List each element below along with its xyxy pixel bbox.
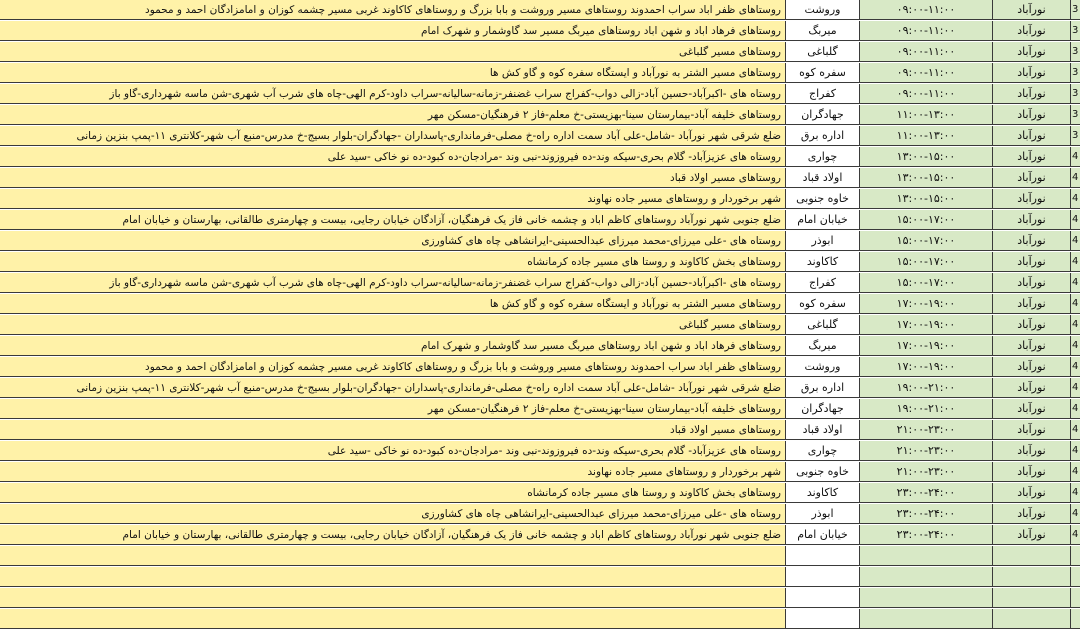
time-cell[interactable]: ۱۹:۰۰-۲۱:۰۰ bbox=[860, 378, 993, 398]
empty-cell[interactable] bbox=[1071, 567, 1080, 587]
area-cell[interactable]: خاوه جنوبی bbox=[786, 462, 860, 482]
description-cell[interactable]: ضلع جنوبی شهر نورآباد روستاهای کاظم اباد و چشمه خانی فاز یک فرهنگیان، آزادگان خیابان رجایی، بیست و چهارمتری طالقانی، بهارستان و خیابان امام bbox=[0, 525, 786, 545]
time-cell[interactable]: ۰۹:۰۰-۱۱:۰۰ bbox=[860, 84, 993, 104]
description-cell[interactable]: روستاه های -اکبرآباد-حسین آباد-زالی دواب-کفراج سراب غضنفر-زمانه-سالیانه-سراب داود-کرم الهی-چاه های شرب آب شهری-شن ماسه شهرداری-گاو باز bbox=[0, 273, 786, 293]
description-cell[interactable]: روستاهای مسیر اولاد قباد bbox=[0, 420, 786, 440]
description-cell[interactable]: روستاه های -علی میرزای-محمد میرزای عبدالحسینی-ایرانشاهی چاه های کشاورزی bbox=[0, 231, 786, 251]
empty-cell[interactable] bbox=[0, 588, 786, 608]
group-number-cell[interactable]: 4 bbox=[1071, 168, 1080, 188]
group-number-cell[interactable]: 4 bbox=[1071, 294, 1080, 314]
description-cell[interactable]: روستاهای بخش کاکاوند و روستا های مسیر جاده کرمانشاه bbox=[0, 483, 786, 503]
empty-cell[interactable] bbox=[1071, 546, 1080, 566]
time-cell[interactable]: ۱۳:۰۰-۱۵:۰۰ bbox=[860, 168, 993, 188]
description-cell[interactable]: روستاهای خلیفه آباد-بیمارستان سینا-بهزیستی-خ معلم-فاز ۲ فرهنگیان-مسکن مهر bbox=[0, 105, 786, 125]
group-number-cell[interactable]: 3 bbox=[1071, 84, 1080, 104]
description-cell[interactable]: روستاهای ظفر اباد سراب احمدوند روستاهای مسیر وروشت و بابا بزرگ و روستاهای کاکاوند غربی مسیر چشمه کوزان و امامزادگان احمد و محمود bbox=[0, 0, 786, 20]
time-cell[interactable]: ۲۳:۰۰-۲۴:۰۰ bbox=[860, 525, 993, 545]
city-cell[interactable]: نورآباد bbox=[993, 504, 1071, 524]
empty-cell[interactable] bbox=[1071, 588, 1080, 608]
city-cell[interactable]: نورآباد bbox=[993, 336, 1071, 356]
area-cell[interactable]: اولاد قباد bbox=[786, 168, 860, 188]
group-number-cell[interactable]: 4 bbox=[1071, 231, 1080, 251]
group-number-cell[interactable]: 3 bbox=[1071, 63, 1080, 83]
time-cell[interactable]: ۱۷:۰۰-۱۹:۰۰ bbox=[860, 315, 993, 335]
description-cell[interactable]: روستاهای مسیر الشتر به نورآباد و ایستگاه سفره کوه و گاو کش ها bbox=[0, 63, 786, 83]
group-number-cell[interactable]: 4 bbox=[1071, 210, 1080, 230]
group-number-cell[interactable]: 4 bbox=[1071, 441, 1080, 461]
group-number-cell[interactable]: 3 bbox=[1071, 0, 1080, 20]
empty-row bbox=[0, 588, 1080, 609]
area-cell[interactable]: کفراج bbox=[786, 84, 860, 104]
city-cell[interactable]: نورآباد bbox=[993, 441, 1071, 461]
area-cell[interactable]: چواری bbox=[786, 147, 860, 167]
area-cell[interactable]: چواری bbox=[786, 441, 860, 461]
city-cell[interactable]: نورآباد bbox=[993, 399, 1071, 419]
description-cell[interactable]: ضلع شرقی شهر نورآباد -شامل-علی آباد سمت اداره راه-خ مصلی-فرمانداری-پاسداران -جهادگران-بلوار بسیج-خ مدرس-منبع آب شهر-کلانتری ۱۱-پمپ بنزین زمانی bbox=[0, 126, 786, 146]
group-number-cell[interactable]: 4 bbox=[1071, 147, 1080, 167]
table-row bbox=[0, 189, 1080, 210]
group-number-cell[interactable]: 4 bbox=[1071, 462, 1080, 482]
table-row bbox=[0, 84, 1080, 105]
group-number-cell[interactable]: 4 bbox=[1071, 399, 1080, 419]
city-cell[interactable]: نورآباد bbox=[993, 252, 1071, 272]
description-cell[interactable]: روستاه های -علی میرزای-محمد میرزای عبدالحسینی-ایرانشاهی چاه های کشاورزی bbox=[0, 504, 786, 524]
empty-cell[interactable] bbox=[860, 609, 993, 629]
description-cell[interactable]: روستاهای مسیر اولاد قباد bbox=[0, 168, 786, 188]
time-cell[interactable]: ۱۷:۰۰-۱۹:۰۰ bbox=[860, 357, 993, 377]
empty-row bbox=[0, 567, 1080, 588]
city-cell[interactable]: نورآباد bbox=[993, 42, 1071, 62]
time-cell[interactable]: ۰۹:۰۰-۱۱:۰۰ bbox=[860, 42, 993, 62]
group-number-cell[interactable]: 4 bbox=[1071, 252, 1080, 272]
table-row bbox=[0, 168, 1080, 189]
time-cell[interactable]: ۱۵:۰۰-۱۷:۰۰ bbox=[860, 273, 993, 293]
table-row bbox=[0, 63, 1080, 84]
time-cell[interactable]: ۱۷:۰۰-۱۹:۰۰ bbox=[860, 294, 993, 314]
group-number-cell[interactable]: 3 bbox=[1071, 42, 1080, 62]
city-cell[interactable]: نورآباد bbox=[993, 462, 1071, 482]
description-cell[interactable]: روستاهای مسیر گلباغی bbox=[0, 315, 786, 335]
city-cell[interactable]: نورآباد bbox=[993, 21, 1071, 41]
description-cell[interactable]: روستاهای مسیر گلباغی bbox=[0, 42, 786, 62]
city-cell[interactable]: نورآباد bbox=[993, 231, 1071, 251]
area-cell[interactable]: خاوه جنوبی bbox=[786, 189, 860, 209]
city-cell[interactable]: نورآباد bbox=[993, 420, 1071, 440]
time-cell[interactable]: ۱۳:۰۰-۱۵:۰۰ bbox=[860, 189, 993, 209]
city-cell[interactable]: نورآباد bbox=[993, 294, 1071, 314]
empty-cell[interactable] bbox=[1071, 609, 1080, 629]
time-cell[interactable]: ۱۹:۰۰-۲۱:۰۰ bbox=[860, 399, 993, 419]
description-cell[interactable]: روستاه های عزیزآباد- گلام بحری-سیکه وند-ده فیروزوند-نبی وند -مرادجان-ده کبود-ده نو خاکی -سید علی bbox=[0, 441, 786, 461]
empty-cell[interactable] bbox=[993, 546, 1071, 566]
description-cell[interactable]: روستاهای فرهاد اباد و شهن اباد روستاهای میربگ مسیر سد گاوشمار و شهرک امام bbox=[0, 336, 786, 356]
time-cell[interactable]: ۰۹:۰۰-۱۱:۰۰ bbox=[860, 21, 993, 41]
group-number-cell[interactable]: 4 bbox=[1071, 315, 1080, 335]
table-row bbox=[0, 105, 1080, 126]
description-cell[interactable]: ضلع جنوبی شهر نورآباد روستاهای کاظم اباد و چشمه خانی فاز یک فرهنگیان، آزادگان خیابان رجایی، بیست و چهارمتری طالقانی، بهارستان و خیابان امام bbox=[0, 210, 786, 230]
area-cell[interactable]: سفره کوه bbox=[786, 63, 860, 83]
time-cell[interactable]: ۱۵:۰۰-۱۷:۰۰ bbox=[860, 252, 993, 272]
empty-cell[interactable] bbox=[860, 546, 993, 566]
city-cell[interactable]: نورآباد bbox=[993, 210, 1071, 230]
area-cell[interactable]: جهادگران bbox=[786, 105, 860, 125]
empty-cell[interactable] bbox=[786, 546, 860, 566]
city-cell[interactable]: نورآباد bbox=[993, 105, 1071, 125]
city-cell[interactable]: نورآباد bbox=[993, 126, 1071, 146]
table-row bbox=[0, 420, 1080, 441]
empty-cell[interactable] bbox=[0, 546, 786, 566]
group-number-cell[interactable]: 4 bbox=[1071, 525, 1080, 545]
table-row bbox=[0, 525, 1080, 546]
group-number-cell[interactable]: 4 bbox=[1071, 336, 1080, 356]
empty-cell[interactable] bbox=[993, 567, 1071, 587]
table-row bbox=[0, 462, 1080, 483]
empty-cell[interactable] bbox=[786, 588, 860, 608]
empty-cell[interactable] bbox=[993, 588, 1071, 608]
description-cell[interactable]: روستاهای ظفر اباد سراب احمدوند روستاهای مسیر وروشت و بابا بزرگ و روستاهای کاکاوند غربی مسیر چشمه کوزان و امامزادگان احمد و محمود bbox=[0, 357, 786, 377]
city-cell[interactable]: نورآباد bbox=[993, 357, 1071, 377]
city-cell[interactable]: نورآباد bbox=[993, 378, 1071, 398]
area-cell[interactable]: کاکاوند bbox=[786, 483, 860, 503]
area-cell[interactable]: خیابان امام bbox=[786, 210, 860, 230]
group-number-cell[interactable]: 4 bbox=[1071, 378, 1080, 398]
table-row bbox=[0, 441, 1080, 462]
city-cell[interactable]: نورآباد bbox=[993, 147, 1071, 167]
empty-cell[interactable] bbox=[993, 609, 1071, 629]
empty-row bbox=[0, 609, 1080, 630]
empty-cell[interactable] bbox=[860, 567, 993, 587]
city-cell[interactable]: نورآباد bbox=[993, 63, 1071, 83]
table-row bbox=[0, 399, 1080, 420]
group-number-cell[interactable]: 4 bbox=[1071, 357, 1080, 377]
time-cell[interactable]: ۱۵:۰۰-۱۷:۰۰ bbox=[860, 231, 993, 251]
description-cell[interactable]: شهر برخوردار و روستاهای مسیر جاده نهاوند bbox=[0, 189, 786, 209]
time-cell[interactable]: ۰۹:۰۰-۱۱:۰۰ bbox=[860, 63, 993, 83]
city-cell[interactable]: نورآباد bbox=[993, 315, 1071, 335]
area-cell[interactable]: کاکاوند bbox=[786, 252, 860, 272]
area-cell[interactable]: گلباغی bbox=[786, 42, 860, 62]
table-row bbox=[0, 357, 1080, 378]
empty-cell[interactable] bbox=[0, 609, 786, 629]
description-cell[interactable]: روستاهای فرهاد اباد و شهن اباد روستاهای میربگ مسیر سد گاوشمار و شهرک امام bbox=[0, 21, 786, 41]
group-number-cell[interactable]: 4 bbox=[1071, 273, 1080, 293]
group-number-cell[interactable]: 4 bbox=[1071, 504, 1080, 524]
group-number-cell[interactable]: 4 bbox=[1071, 189, 1080, 209]
table-row bbox=[0, 147, 1080, 168]
area-cell[interactable]: ابوذر bbox=[786, 504, 860, 524]
empty-cell[interactable] bbox=[786, 567, 860, 587]
group-number-cell[interactable]: 4 bbox=[1071, 420, 1080, 440]
empty-cell[interactable] bbox=[0, 567, 786, 587]
table-row bbox=[0, 126, 1080, 147]
time-cell[interactable]: ۲۱:۰۰-۲۳:۰۰ bbox=[860, 462, 993, 482]
time-cell[interactable]: ۱۵:۰۰-۱۷:۰۰ bbox=[860, 210, 993, 230]
time-cell[interactable]: ۲۳:۰۰-۲۴:۰۰ bbox=[860, 483, 993, 503]
table-row bbox=[0, 315, 1080, 336]
city-cell[interactable]: نورآباد bbox=[993, 0, 1071, 20]
time-cell[interactable]: ۱۱:۰۰-۱۳:۰۰ bbox=[860, 105, 993, 125]
area-cell[interactable]: جهادگران bbox=[786, 399, 860, 419]
description-cell[interactable]: روستاهای خلیفه آباد-بیمارستان سینا-بهزیستی-خ معلم-فاز ۲ فرهنگیان-مسکن مهر bbox=[0, 399, 786, 419]
city-cell[interactable]: نورآباد bbox=[993, 273, 1071, 293]
time-cell[interactable]: ۱۱:۰۰-۱۳:۰۰ bbox=[860, 126, 993, 146]
area-cell[interactable]: کفراج bbox=[786, 273, 860, 293]
group-number-cell[interactable]: 3 bbox=[1071, 105, 1080, 125]
city-cell[interactable]: نورآباد bbox=[993, 84, 1071, 104]
area-cell[interactable]: ابوذر bbox=[786, 231, 860, 251]
area-cell[interactable]: وروشت bbox=[786, 357, 860, 377]
table-row bbox=[0, 273, 1080, 294]
empty-cell[interactable] bbox=[860, 588, 993, 608]
time-cell[interactable]: ۲۱:۰۰-۲۳:۰۰ bbox=[860, 420, 993, 440]
description-cell[interactable]: ضلع شرقی شهر نورآباد -شامل-علی آباد سمت اداره راه-خ مصلی-فرمانداری-پاسداران -جهادگران-بلوار بسیج-خ مدرس-منبع آب شهر-کلانتری ۱۱-پمپ بنزین زمانی bbox=[0, 378, 786, 398]
area-cell[interactable]: وروشت bbox=[786, 0, 860, 20]
description-cell[interactable]: روستاهای بخش کاکاوند و روستا های مسیر جاده کرمانشاه bbox=[0, 252, 786, 272]
city-cell[interactable]: نورآباد bbox=[993, 483, 1071, 503]
area-cell[interactable]: خیابان امام bbox=[786, 525, 860, 545]
area-cell[interactable]: میربگ bbox=[786, 21, 860, 41]
table-row bbox=[0, 210, 1080, 231]
area-cell[interactable]: میربگ bbox=[786, 336, 860, 356]
area-cell[interactable]: گلباغی bbox=[786, 315, 860, 335]
table-row bbox=[0, 231, 1080, 252]
time-cell[interactable]: ۲۳:۰۰-۲۴:۰۰ bbox=[860, 504, 993, 524]
time-cell[interactable]: ۱۷:۰۰-۱۹:۰۰ bbox=[860, 336, 993, 356]
city-cell[interactable]: نورآباد bbox=[993, 189, 1071, 209]
area-cell[interactable]: اداره برق bbox=[786, 378, 860, 398]
table-row bbox=[0, 336, 1080, 357]
table-row bbox=[0, 0, 1080, 21]
city-cell[interactable]: نورآباد bbox=[993, 525, 1071, 545]
description-cell[interactable]: روستاه های -اکبرآباد-حسین آباد-زالی دواب-کفراج سراب غضنفر-زمانه-سالیانه-سراب داود-کرم الهی-چاه های شرب آب شهری-شن ماسه شهرداری-گاو باز bbox=[0, 84, 786, 104]
time-cell[interactable]: ۱۳:۰۰-۱۵:۰۰ bbox=[860, 147, 993, 167]
area-cell[interactable]: اولاد قباد bbox=[786, 420, 860, 440]
time-cell[interactable]: ۲۱:۰۰-۲۳:۰۰ bbox=[860, 441, 993, 461]
description-cell[interactable]: روستاهای مسیر الشتر به نورآباد و ایستگاه سفره کوه و گاو کش ها bbox=[0, 294, 786, 314]
table-row bbox=[0, 21, 1080, 42]
description-cell[interactable]: شهر برخوردار و روستاهای مسیر جاده نهاوند bbox=[0, 462, 786, 482]
time-cell[interactable]: ۰۹:۰۰-۱۱:۰۰ bbox=[860, 0, 993, 20]
table-row bbox=[0, 504, 1080, 525]
empty-row bbox=[0, 546, 1080, 567]
table-row bbox=[0, 252, 1080, 273]
table-row bbox=[0, 294, 1080, 315]
table-row bbox=[0, 378, 1080, 399]
group-number-cell[interactable]: 3 bbox=[1071, 126, 1080, 146]
empty-cell[interactable] bbox=[786, 609, 860, 629]
group-number-cell[interactable]: 3 bbox=[1071, 21, 1080, 41]
description-cell[interactable]: روستاه های عزیزآباد- گلام بحری-سیکه وند-ده فیروزوند-نبی وند -مرادجان-ده کبود-ده نو خاکی -سید علی bbox=[0, 147, 786, 167]
table-row bbox=[0, 483, 1080, 504]
table-row bbox=[0, 42, 1080, 63]
group-number-cell[interactable]: 4 bbox=[1071, 483, 1080, 503]
area-cell[interactable]: سفره کوه bbox=[786, 294, 860, 314]
city-cell[interactable]: نورآباد bbox=[993, 168, 1071, 188]
area-cell[interactable]: اداره برق bbox=[786, 126, 860, 146]
